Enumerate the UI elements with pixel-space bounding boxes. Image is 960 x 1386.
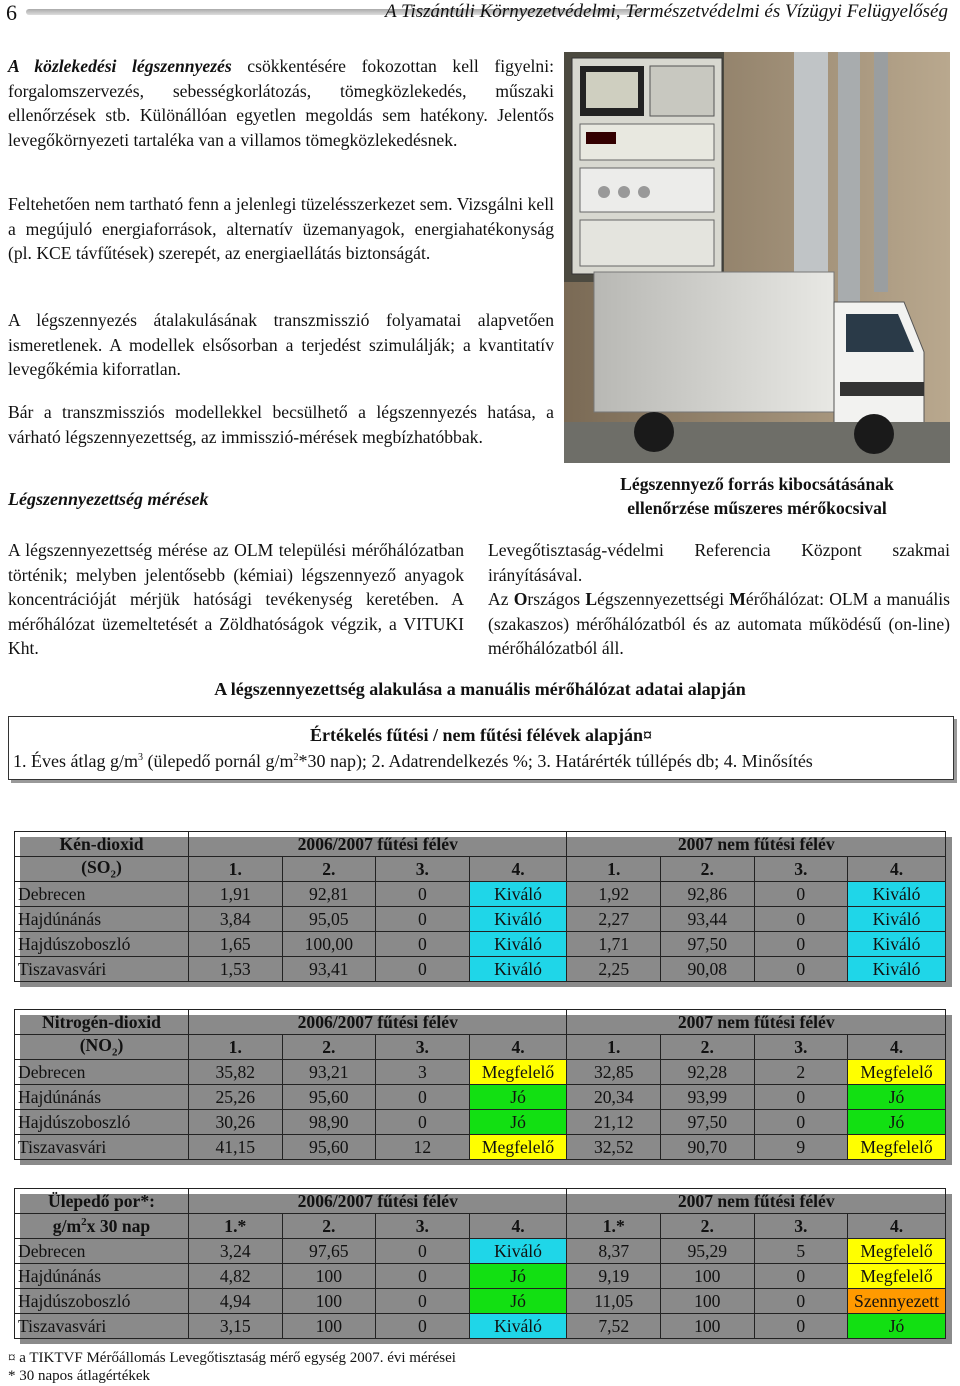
value-cell: 95,60 — [282, 1085, 376, 1110]
value-cell: 93,44 — [661, 907, 755, 932]
rating-cell: Megfelelő — [848, 1060, 946, 1085]
formula-subscript: 2 — [111, 1046, 118, 1059]
column-header: 2. — [282, 1214, 376, 1239]
period-heating-header: 2006/2007 fűtési félév — [189, 832, 567, 857]
pollutant-name: Nitrogén-dioxid — [15, 1010, 189, 1035]
paragraph-olm: A légszennyezettség mérése az OLM települési mérőhálózatban történik; melyben jelentősebb (kémiai) légszennyező anyagok koncentrációját mérjük hatósági tevékenység keretében. A mérőhálózat üzemeltetését a Zöldhatóságok végzik, a VITUKI Kht. — [8, 540, 464, 658]
value-cell: 20,34 — [567, 1085, 661, 1110]
value-cell: 97,65 — [282, 1239, 376, 1264]
column-header: 4. — [469, 857, 567, 882]
rating-cell: Megfelelő — [848, 1264, 946, 1289]
city-name: Debrecen — [15, 882, 189, 907]
table-row — [15, 1289, 946, 1314]
acronym-letter: O — [513, 589, 528, 609]
value-cell: 92,28 — [661, 1060, 755, 1085]
paragraph-part: rszágos — [527, 589, 586, 609]
value-cell: 100 — [661, 1314, 755, 1339]
rating-cell: Jó — [848, 1110, 946, 1135]
paragraph-heating: Feltehetően nem tartható fenn a jelenlegi tüzelésszerkezet sem. Vizsgálni kell a megújuló energiaforrások, alternatív üzemanyagok, energiahatékonyság (pl. KCE távfűtések) szerepét, az energiaellátás biztonságát. — [8, 194, 554, 263]
value-cell: 12 — [376, 1135, 470, 1160]
legend-part: 2 — [293, 752, 299, 763]
value-cell: 100,00 — [282, 932, 376, 957]
value-cell: 0 — [754, 957, 848, 982]
rating-cell: Megfelelő — [469, 1135, 567, 1160]
table-row — [15, 1314, 946, 1339]
column-header: 4. — [469, 1214, 567, 1239]
city-name: Debrecen — [15, 1239, 189, 1264]
city-name: Tiszavasvári — [15, 1135, 189, 1160]
column-header: 1. — [567, 857, 661, 882]
table-row — [15, 957, 946, 982]
rating-cell: Megfelelő — [848, 1135, 946, 1160]
column-header: 4. — [848, 857, 946, 882]
rating-cell: Jó — [848, 1085, 946, 1110]
value-cell: 97,50 — [661, 1110, 755, 1135]
legend-part: 1. Éves átlag g/m — [13, 751, 138, 771]
rating-cell: Kiváló — [469, 907, 567, 932]
rating-cell: Jó — [469, 1085, 567, 1110]
legend-title: Értékelés fűtési / nem fűtési félévek alapján¤ — [310, 725, 652, 745]
value-cell: 1,53 — [189, 957, 283, 982]
value-cell: 8,37 — [567, 1239, 661, 1264]
rating-cell: Jó — [469, 1110, 567, 1135]
table-row — [15, 1239, 946, 1264]
footnote-average: * 30 napos átlagértékek — [8, 1368, 151, 1384]
value-cell: 21,12 — [567, 1110, 661, 1135]
legend-part: *30 nap); 2. Adatrendelkezés %; 3. Határérték túllépés db; 4. Minősítés — [298, 751, 813, 771]
value-cell: 9,19 — [567, 1264, 661, 1289]
value-cell: 100 — [661, 1264, 755, 1289]
column-header: 4. — [848, 1214, 946, 1239]
table-row — [15, 1085, 946, 1110]
period-heating-header: 2006/2007 fűtési félév — [189, 1189, 567, 1214]
city-name: Hajdúnánás — [15, 907, 189, 932]
value-cell: 98,90 — [282, 1110, 376, 1135]
value-cell: 1,92 — [567, 882, 661, 907]
value-cell: 0 — [376, 1085, 470, 1110]
rating-cell: Jó — [469, 1264, 567, 1289]
value-cell: 0 — [376, 1239, 470, 1264]
value-cell: 1,71 — [567, 932, 661, 957]
column-header: 1.* — [567, 1214, 661, 1239]
rating-cell: Kiváló — [848, 932, 946, 957]
acronym-letter: L — [585, 589, 598, 609]
column-header: 3. — [376, 1035, 470, 1060]
value-cell: 92,86 — [661, 882, 755, 907]
value-cell: 2,25 — [567, 957, 661, 982]
value-cell: 95,60 — [282, 1135, 376, 1160]
value-cell: 0 — [754, 1110, 848, 1135]
caption-line: ellenőrzése műszeres mérőkocsival — [627, 498, 887, 518]
value-cell: 0 — [376, 1289, 470, 1314]
paragraph-part: égszennyezettségi — [597, 589, 730, 609]
value-cell: 1,91 — [189, 882, 283, 907]
pollutant-name: Ülepedő por*: — [15, 1189, 189, 1214]
formula-part: ) — [117, 1035, 124, 1056]
rating-cell: Kiváló — [848, 907, 946, 932]
value-cell: 0 — [376, 1314, 470, 1339]
value-cell: 0 — [376, 932, 470, 957]
formula-part: x 30 nap — [86, 1215, 151, 1236]
column-header: 2. — [282, 1035, 376, 1060]
dust-table — [14, 1188, 946, 1339]
no2-table — [14, 1009, 946, 1160]
value-cell: 97,50 — [661, 932, 755, 957]
rating-cell: Kiváló — [469, 1239, 567, 1264]
value-cell: 4,94 — [189, 1289, 283, 1314]
value-cell: 100 — [282, 1314, 376, 1339]
evaluation-legend-box — [8, 716, 954, 780]
table-header-row — [15, 1189, 946, 1214]
value-cell: 92,81 — [282, 882, 376, 907]
column-header: 2. — [661, 1035, 755, 1060]
table-row — [15, 907, 946, 932]
rating-cell: Jó — [848, 1314, 946, 1339]
caption-line: Légszennyező forrás kibocsátásának — [620, 474, 894, 494]
paragraph-part: Levegőtisztaság-védelmi Referencia Központ szakmai irányításával. — [488, 540, 950, 585]
value-cell: 32,85 — [567, 1060, 661, 1085]
table-header-row — [15, 1035, 946, 1060]
value-cell: 0 — [754, 907, 848, 932]
city-name: Hajdúnánás — [15, 1085, 189, 1110]
period-heating-header: 2006/2007 fűtési félév — [189, 1010, 567, 1035]
table-row — [15, 1264, 946, 1289]
paragraph-transmission: A légszennyezés átalakulásának transzmisszió folyamatai alapvetően ismeretlenek. A modellek elsősorban a terjedést szimulálják; a kvantitatív levegőkémia kiforratlan. — [8, 310, 554, 379]
column-header: 1. — [189, 1035, 283, 1060]
unit-superscript: 2 — [81, 1215, 87, 1228]
value-cell: 41,15 — [189, 1135, 283, 1160]
rating-cell: Megfelelő — [848, 1239, 946, 1264]
so2-table — [14, 831, 946, 982]
value-cell: 100 — [282, 1289, 376, 1314]
value-cell: 11,05 — [567, 1289, 661, 1314]
rating-cell: Szennyezett — [848, 1289, 946, 1314]
value-cell: 30,26 — [189, 1110, 283, 1135]
column-header: 3. — [376, 857, 470, 882]
rating-cell: Jó — [469, 1289, 567, 1314]
value-cell: 4,82 — [189, 1264, 283, 1289]
paragraph-body: csökkentésére fokozottan kell figyelni: forgalomszervezés, sebességkorlátozás, tömegközlekedés, műszaki ellenőrzések stb. Különállóan egyetlen megoldás sem hatékony. Jelentős levegőkörnyezeti tartaléka van a villamos tömegközlekedésnek. — [8, 56, 554, 150]
legend-part: 3 — [137, 752, 143, 763]
acronym-letter: M — [729, 589, 746, 609]
table-header-row — [15, 832, 946, 857]
column-header: 3. — [754, 857, 848, 882]
value-cell: 93,41 — [282, 957, 376, 982]
table-header-row — [15, 1010, 946, 1035]
value-cell: 0 — [754, 1085, 848, 1110]
column-header: 2. — [282, 857, 376, 882]
city-name: Hajdúszoboszló — [15, 1110, 189, 1135]
value-cell: 0 — [754, 932, 848, 957]
formula-part: (NO — [79, 1035, 112, 1056]
value-cell: 0 — [376, 957, 470, 982]
column-header: 1. — [189, 857, 283, 882]
measurement-van-photo — [564, 52, 950, 463]
value-cell: 1,65 — [189, 932, 283, 957]
city-name: Hajdúszoboszló — [15, 932, 189, 957]
paragraph-immission: Bár a transzmissziós modellekkel becsülhető a légszennyezés hatása, a várható légszennyezettség, az immisszió-mérések megbízhatóbbak. — [8, 402, 554, 447]
value-cell: 0 — [754, 1289, 848, 1314]
value-cell: 95,05 — [282, 907, 376, 932]
city-name: Tiszavasvári — [15, 1314, 189, 1339]
running-header-title: A Tiszántúli Környezetvédelmi, Természetvédelmi és Vízügyi Felügyelőség — [384, 1, 948, 22]
value-cell: 90,08 — [661, 957, 755, 982]
table-header-row — [15, 1214, 946, 1239]
value-cell: 3 — [376, 1060, 470, 1085]
value-cell: 93,99 — [661, 1085, 755, 1110]
formula-part: g/m — [52, 1215, 82, 1236]
pollutant-formula — [15, 1035, 189, 1060]
column-header: 3. — [376, 1214, 470, 1239]
value-cell: 3,24 — [189, 1239, 283, 1264]
page-number: 6 — [6, 0, 17, 25]
rating-cell: Kiváló — [848, 882, 946, 907]
period-nonheating-header: 2007 nem fűtési félév — [567, 832, 946, 857]
value-cell: 3,84 — [189, 907, 283, 932]
value-cell: 3,15 — [189, 1314, 283, 1339]
value-cell: 35,82 — [189, 1060, 283, 1085]
column-header: 1.* — [189, 1214, 283, 1239]
value-cell: 2,27 — [567, 907, 661, 932]
value-cell: 25,26 — [189, 1085, 283, 1110]
value-cell: 0 — [754, 1314, 848, 1339]
paragraph-lead: A közlekedési légszennyezés — [8, 56, 232, 76]
rating-cell: Kiváló — [469, 957, 567, 982]
value-cell: 100 — [282, 1264, 376, 1289]
subheading-measurements: Légszennyezettség mérések — [8, 489, 209, 509]
rating-cell: Kiváló — [848, 957, 946, 982]
table-row — [15, 1135, 946, 1160]
formula-part: ) — [116, 857, 122, 878]
pollutant-formula — [15, 857, 189, 882]
period-nonheating-header: 2007 nem fűtési félév — [567, 1010, 946, 1035]
value-cell: 0 — [376, 1264, 470, 1289]
table-row — [15, 1110, 946, 1135]
period-nonheating-header: 2007 nem fűtési félév — [567, 1189, 946, 1214]
formula-subscript: 2 — [110, 868, 116, 881]
value-cell: 5 — [754, 1239, 848, 1264]
pollutant-formula — [15, 1214, 189, 1239]
city-name: Debrecen — [15, 1060, 189, 1085]
table-row — [15, 932, 946, 957]
table-row — [15, 882, 946, 907]
value-cell: 0 — [754, 1264, 848, 1289]
paragraph-part: Az — [488, 589, 514, 609]
footnote-source: ¤ a TIKTVF Mérőállomás Levegőtisztaság mérő egység 2007. évi mérései — [8, 1350, 456, 1366]
value-cell: 0 — [376, 882, 470, 907]
table-row — [15, 1060, 946, 1085]
paragraph-olm-continued — [488, 538, 950, 661]
formula-part: (SO — [81, 857, 111, 878]
table-header-row — [15, 857, 946, 882]
column-header: 2. — [661, 1214, 755, 1239]
column-header: 1. — [567, 1035, 661, 1060]
legend-text — [13, 751, 813, 772]
legend-part: (ülepedő pornál g/m — [142, 751, 294, 771]
paragraph-part: érőhálózat: OLM a manuális (szakaszos) mérőhálózatból és az automata működésű (on-line) mérőhálózatból áll. — [488, 589, 950, 658]
value-cell: 100 — [661, 1289, 755, 1314]
city-name: Hajdúnánás — [15, 1264, 189, 1289]
value-cell: 9 — [754, 1135, 848, 1160]
column-header: 3. — [754, 1214, 848, 1239]
column-header: 4. — [848, 1035, 946, 1060]
column-header: 2. — [661, 857, 755, 882]
value-cell: 32,52 — [567, 1135, 661, 1160]
column-header: 3. — [754, 1035, 848, 1060]
value-cell: 7,52 — [567, 1314, 661, 1339]
rating-cell: Kiváló — [469, 1314, 567, 1339]
van-illustration — [564, 52, 950, 463]
rating-cell: Kiváló — [469, 882, 567, 907]
city-name: Tiszavasvári — [15, 957, 189, 982]
value-cell: 95,29 — [661, 1239, 755, 1264]
paragraph-transport — [8, 54, 554, 152]
photo-caption — [564, 472, 950, 520]
rating-cell: Megfelelő — [469, 1060, 567, 1085]
column-header: 4. — [469, 1035, 567, 1060]
value-cell: 93,21 — [282, 1060, 376, 1085]
pollutant-name: Kén-dioxid — [15, 832, 189, 857]
city-name: Hajdúszoboszló — [15, 1289, 189, 1314]
value-cell: 90,70 — [661, 1135, 755, 1160]
section-title: A légszennyezettség alakulása a manuális mérőhálózat adatai alapján — [214, 679, 746, 699]
value-cell: 2 — [754, 1060, 848, 1085]
value-cell: 0 — [376, 907, 470, 932]
value-cell: 0 — [754, 882, 848, 907]
value-cell: 0 — [376, 1110, 470, 1135]
rating-cell: Kiváló — [469, 932, 567, 957]
